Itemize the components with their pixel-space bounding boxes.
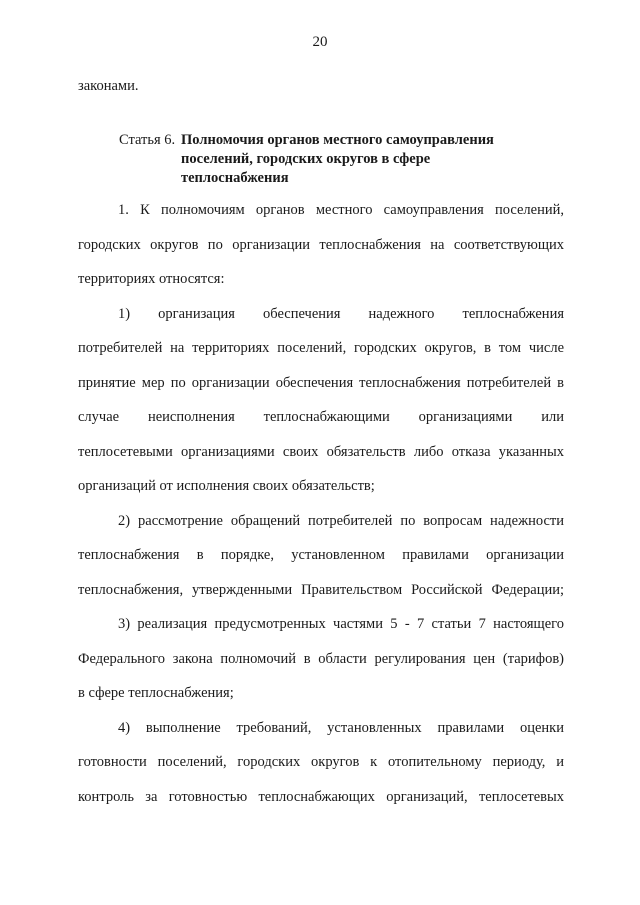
text-line: потребителей на территориях поселений, городских округов, в том числе — [78, 340, 564, 356]
article-title — [181, 131, 494, 188]
text-line: теплосетевыми организациями своих обязательств либо отказа указанных — [78, 444, 564, 460]
text-line: законами. — [78, 78, 139, 94]
text-line: Федерального закона полномочий в области регулирования цен (тарифов) — [78, 651, 564, 667]
text-line: готовности поселений, городских округов к отопительному периоду, и — [78, 754, 564, 770]
text-line: в сфере теплоснабжения; — [78, 685, 234, 701]
text-line: 1) организация обеспечения надежного теплоснабжения — [118, 306, 564, 322]
text-line: организаций от исполнения своих обязательств; — [78, 478, 375, 494]
text-line: 4) выполнение требований, установленных правилами оценки — [118, 720, 564, 736]
text-line: контроль за готовностью теплоснабжающих организаций, теплосетевых — [78, 789, 564, 805]
text-line: принятие мер по организации обеспечения теплоснабжения потребителей в — [78, 375, 564, 391]
text-line: случае неисполнения теплоснабжающими организациями или — [78, 409, 564, 425]
page-number: 20 — [312, 34, 328, 50]
article-title-line: теплоснабжения — [181, 170, 289, 186]
text-line: территориях относятся: — [78, 271, 225, 287]
text-line: городских округов по организации теплоснабжения на соответствующих — [78, 237, 564, 253]
article-title-line: поселений, городских округов в сфере — [181, 151, 431, 167]
text-line: теплоснабжения, утвержденными Правительством Российской Федерации; — [78, 582, 564, 598]
text-line: 3) реализация предусмотренных частями 5 - 7 статьи 7 настоящего — [118, 616, 564, 632]
text-line: теплоснабжения в порядке, установленном правилами организации — [78, 547, 564, 563]
text-line: 2) рассмотрение обращений потребителей по вопросам надежности — [118, 513, 564, 529]
text-line: 1. К полномочиям органов местного самоуправления поселений, — [118, 202, 564, 218]
article-title-line: Полномочия органов местного самоуправления — [181, 132, 494, 148]
article-label: Статья 6. — [119, 132, 176, 148]
